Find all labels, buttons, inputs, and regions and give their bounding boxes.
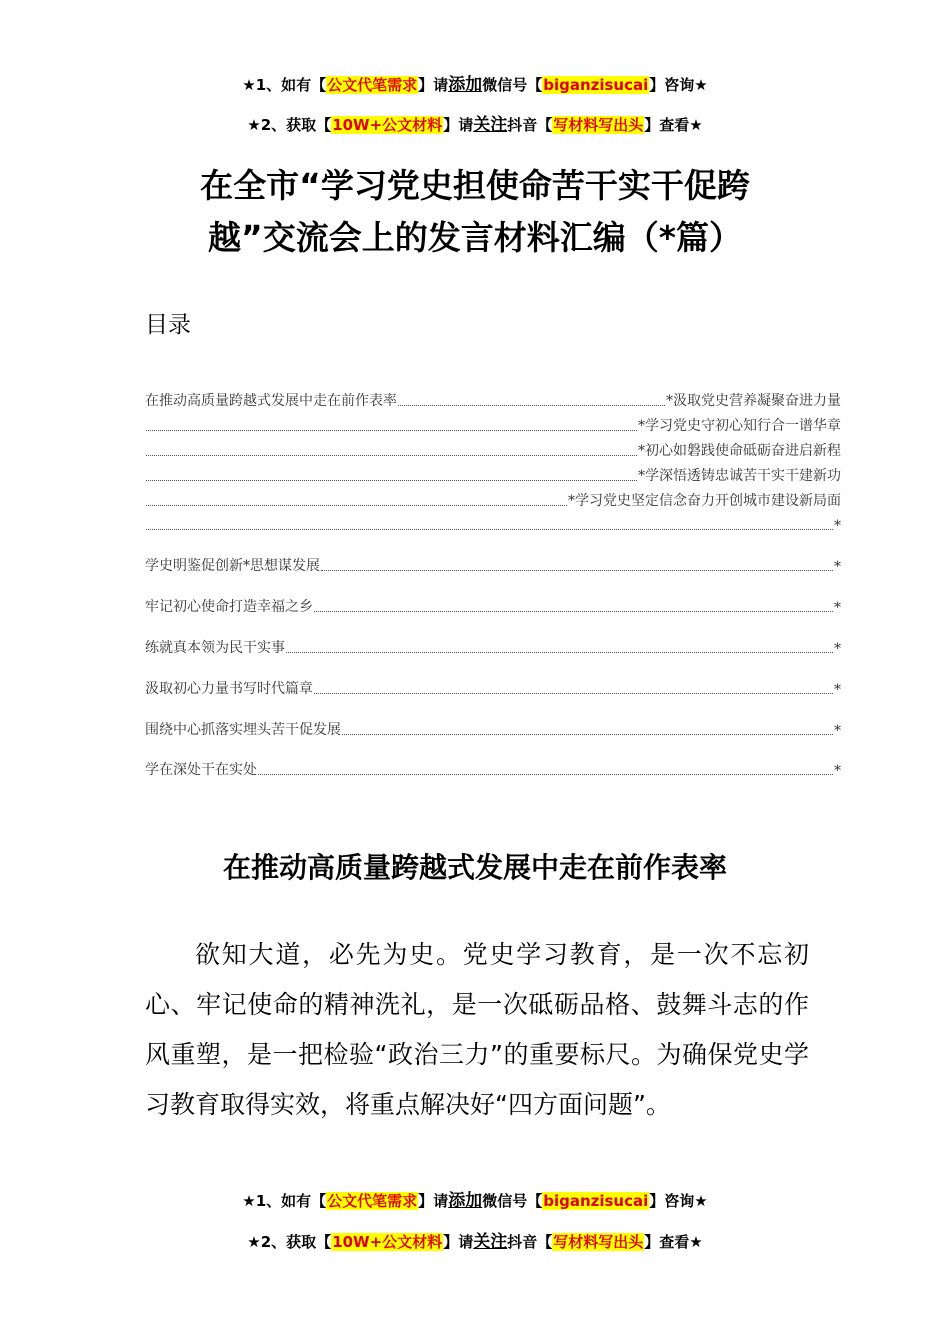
- toc-entry-title: 牢记初心使命打造幸福之乡: [145, 599, 313, 615]
- toc-leader: [146, 429, 637, 431]
- toc-entry-next: *学习党史守初心知行合一谱华章: [638, 418, 841, 434]
- toc-entry[interactable]: [145, 676, 841, 698]
- toc-entry-title: 围绕中心抓落实埋头苦干促发展: [145, 722, 341, 738]
- toc-leader: [314, 692, 833, 694]
- toc-leader: [146, 528, 833, 530]
- toc-entry-next: *学深悟透铸忠诚苦干实干建新功: [638, 468, 841, 484]
- highlight-service: 公文代笔需求: [327, 76, 418, 94]
- toc-entry-title: 学在深处干在实处: [145, 762, 257, 778]
- top-banner-line-1: ★1、如有【公文代笔需求】请添加微信号【biganzisucai】咨询★: [242, 75, 708, 95]
- toc-entry-page: *: [834, 763, 841, 779]
- toc-entry[interactable]: [145, 438, 841, 460]
- toc-entry-title: 在推动高质量跨越式发展中走在前作表率: [145, 393, 397, 409]
- highlight-douyin: 写材料写出头: [553, 116, 644, 134]
- toc-leader: [314, 610, 833, 612]
- document-title-line-2: 越”交流会上的发言材料汇编（*篇）: [208, 218, 742, 257]
- document-title: [0, 160, 950, 264]
- toc-entry[interactable]: [145, 717, 841, 739]
- highlight-wechat-id: biganzisucai: [543, 76, 649, 94]
- highlight-materials: 10W+公文材料: [332, 1233, 443, 1251]
- toc-entry[interactable]: [145, 413, 841, 435]
- toc-leader: [286, 651, 833, 653]
- toc-entry-next: *初心如磐践使命砥砺奋进启新程: [638, 443, 841, 459]
- highlight-douyin: 写材料写出头: [553, 1233, 644, 1251]
- highlight-service: 公文代笔需求: [327, 1192, 418, 1210]
- highlight-wechat-id: biganzisucai: [543, 1192, 649, 1210]
- highlight-materials: 10W+公文材料: [332, 116, 443, 134]
- toc-entry-title: 学史明鉴促创新*思想谋发展: [145, 558, 320, 574]
- toc-entry[interactable]: [145, 512, 841, 534]
- toc-entry[interactable]: [145, 463, 841, 485]
- toc-entry-title: 汲取初心力量书写时代篇章: [145, 681, 313, 697]
- toc-entry-page: *: [834, 600, 841, 616]
- toc-leader: [398, 404, 665, 406]
- toc-entry[interactable]: [145, 553, 841, 575]
- toc-leader: [258, 773, 833, 775]
- toc-entry[interactable]: [145, 635, 841, 657]
- toc-entry[interactable]: [145, 488, 841, 510]
- toc-entry-page: *: [834, 559, 841, 575]
- toc-entry-page: *: [834, 641, 841, 657]
- toc-entry[interactable]: [145, 388, 841, 410]
- top-banner-line-2: ★2、获取【10W+公文材料】请关注抖音【写材料写出头】查看★: [247, 115, 703, 135]
- toc-leader: [321, 569, 833, 571]
- toc-entry-page: *: [834, 682, 841, 698]
- toc-entry-next: *汲取党史营养凝聚奋进力量: [666, 393, 841, 409]
- bottom-banner-line-1: ★1、如有【公文代笔需求】请添加微信号【biganzisucai】咨询★: [242, 1191, 708, 1211]
- section-paragraph: 欲知大道，必先为史。党史学习教育，是一次不忘初心、牢记使命的精神洗礼，是一次砥砺品格、鼓舞斗志的作风重塑，是一把检验“政治三力”的重要标尺。为确保党史学习教育取得实效，将重点解决好“四方面问题”。: [145, 940, 809, 1119]
- section-title: 在推动高质量跨越式发展中走在前作表率: [222, 851, 727, 884]
- toc-leader: [342, 733, 833, 735]
- toc-entry-next: *学习党史坚定信念奋力开创城市建设新局面: [568, 493, 841, 509]
- toc-entry[interactable]: [145, 757, 841, 779]
- toc-leader: [146, 504, 567, 506]
- toc-entry-page: *: [834, 518, 841, 534]
- toc-entry-page: *: [834, 723, 841, 739]
- toc-entry[interactable]: [145, 594, 841, 616]
- bottom-banner-line-2: ★2、获取【10W+公文材料】请关注抖音【写材料写出头】查看★: [247, 1232, 703, 1252]
- toc-leader: [146, 479, 637, 481]
- toc-leader: [146, 454, 637, 456]
- document-title-line-1: 在全市“学习党史担使命苦干实干促跨: [200, 166, 750, 205]
- toc-heading: 目录: [145, 312, 191, 338]
- toc-entry-title: 练就真本领为民干实事: [145, 640, 285, 656]
